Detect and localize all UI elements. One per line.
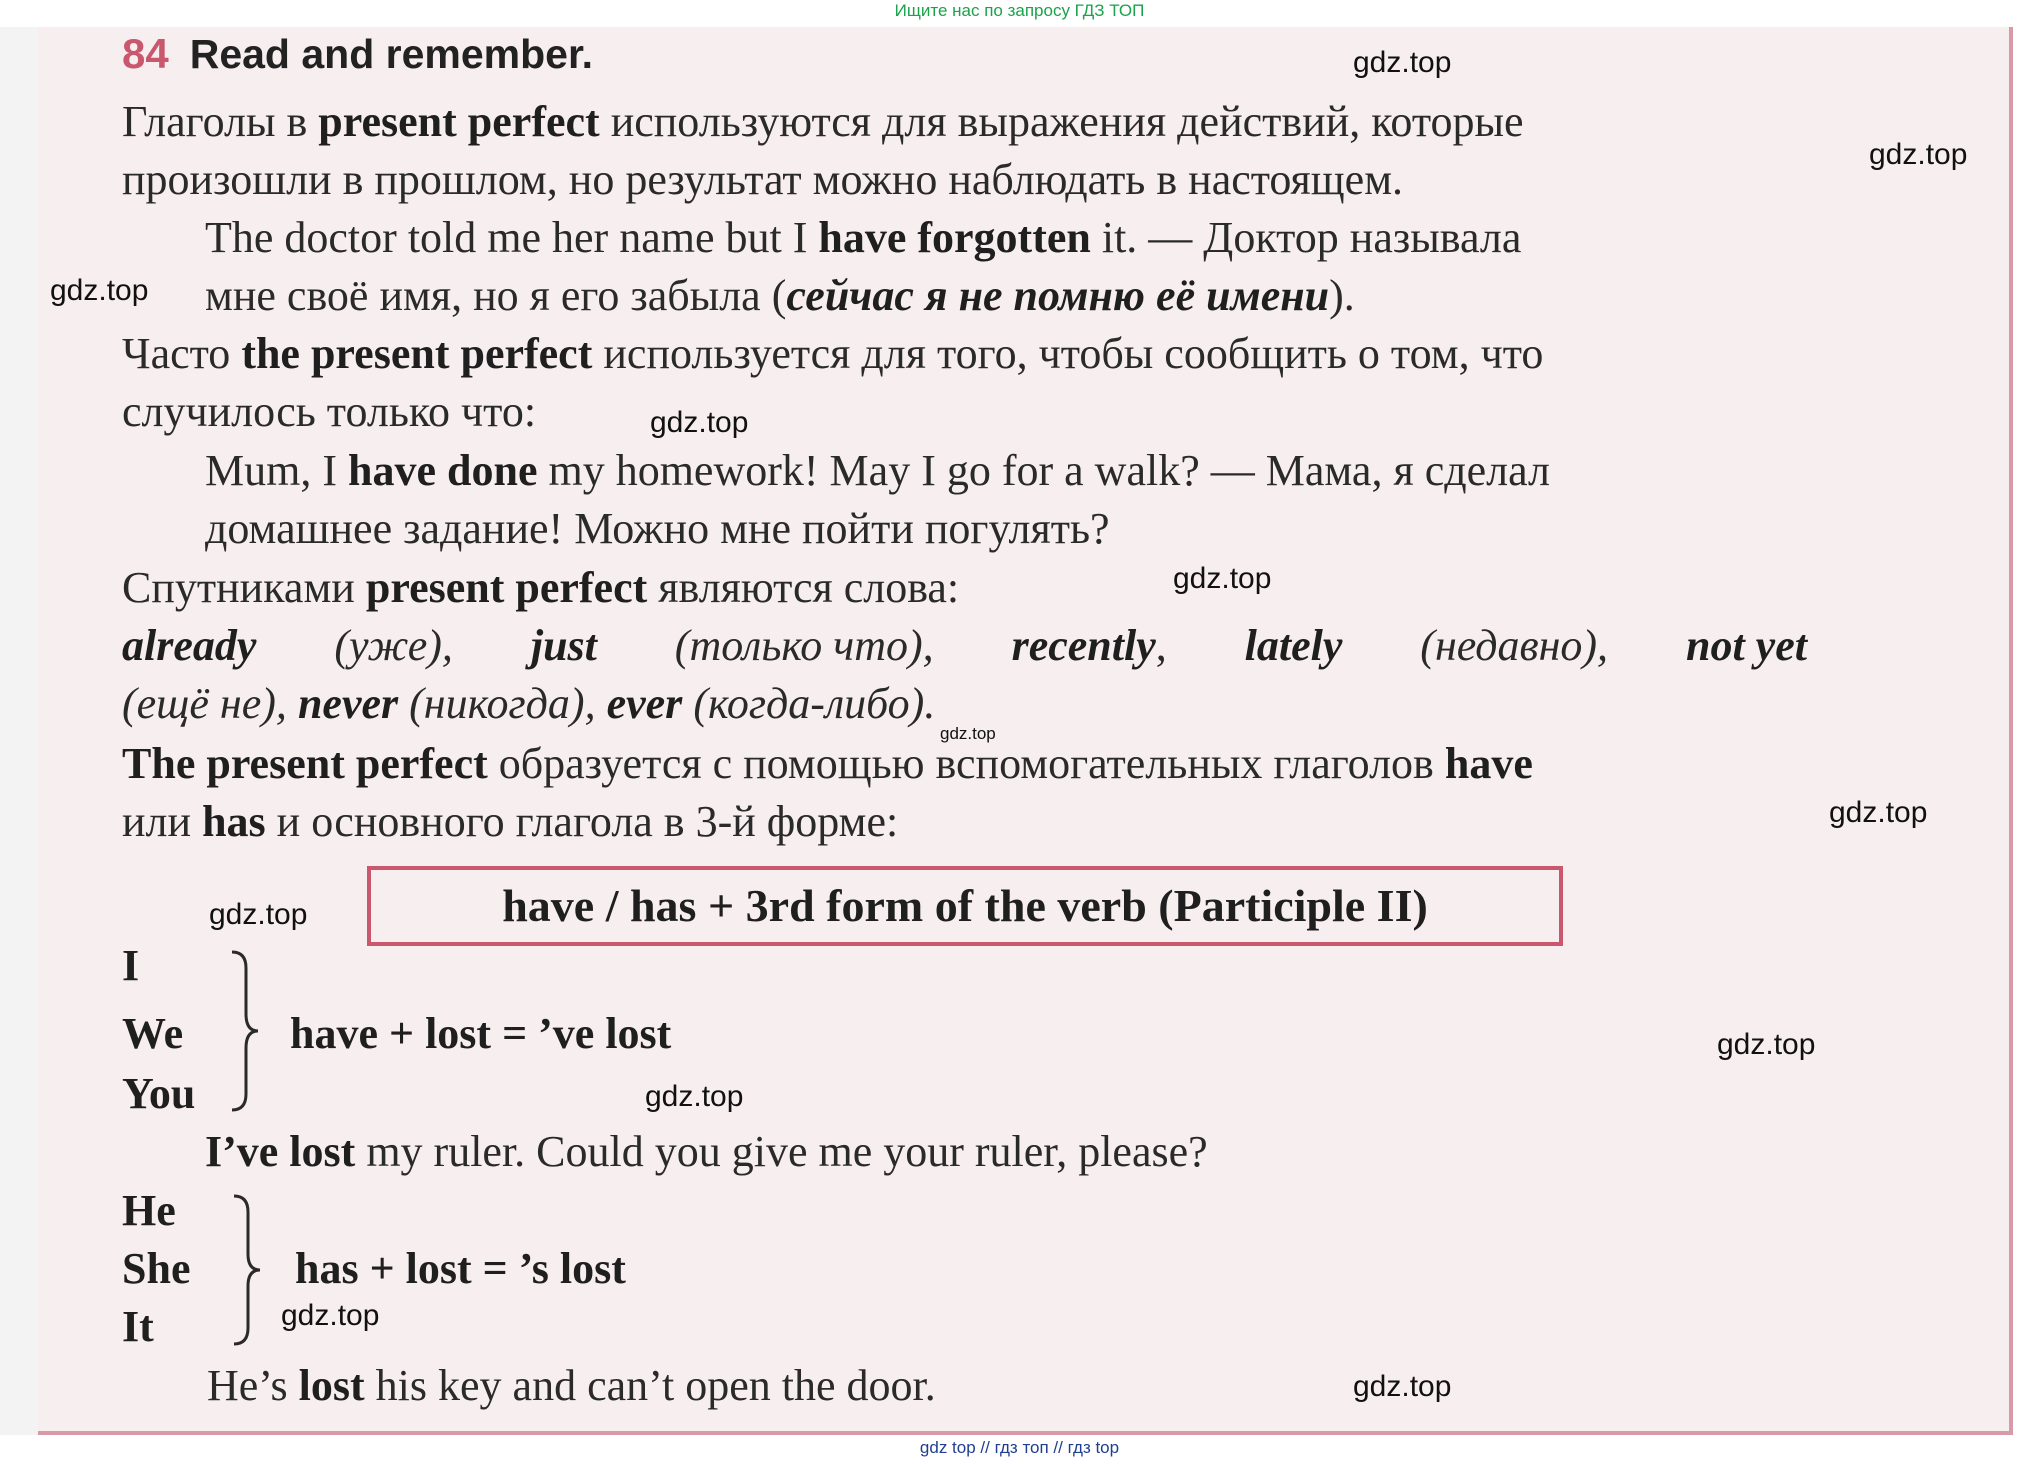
watermark: gdz.top (1869, 138, 1968, 171)
text: Глаголы в (122, 97, 319, 146)
marker-not-yet: not yet (1685, 621, 1807, 670)
pronoun: She (122, 1244, 191, 1293)
marker-ever: ever (606, 679, 683, 728)
markers-line-1: already (уже), just (только что), recently, lately (недавно), not yet (122, 621, 1807, 670)
text: He’s (207, 1361, 299, 1410)
text: или (122, 797, 203, 846)
watermark: gdz.top (209, 898, 308, 931)
marker-just: just (530, 621, 597, 670)
watermark: gdz.top (1173, 562, 1272, 595)
term: lost (298, 1361, 365, 1410)
markers-line-2 (122, 678, 935, 730)
watermark: gdz.top (50, 274, 149, 307)
paragraph-1-line-1 (122, 96, 1524, 148)
term: have done (348, 446, 538, 495)
text: The doctor told me her name but I (205, 213, 819, 262)
pronoun: You (122, 1069, 196, 1118)
watermark: gdz.top (1353, 1370, 1452, 1403)
pronoun: We (122, 1009, 184, 1058)
text: my homework! May I go for a walk? — Мама, я сделал (537, 446, 1550, 495)
text: Mum, I (205, 446, 348, 495)
term: the present perfect (241, 329, 593, 378)
top-search-note: Ищите нас по запросу ГДЗ ТОП (894, 1, 1145, 20)
watermark: gdz.top (645, 1080, 744, 1113)
text: образуется с помощью вспомогательных глаголов (487, 739, 1445, 788)
text: Спутниками (122, 563, 366, 612)
pronoun-it (122, 1301, 154, 1353)
brace-icon (230, 1192, 266, 1348)
pronoun-he (122, 1185, 176, 1237)
watermark: gdz.top (1717, 1028, 1816, 1061)
rule-text: have + lost = ’ve lost (290, 1009, 672, 1058)
term-have: have (1444, 739, 1533, 788)
marker-never: never (297, 679, 399, 728)
marker-translation: (ещё не), (122, 679, 287, 728)
watermark: gdz.top (1829, 796, 1928, 829)
pronoun: I (122, 941, 140, 990)
paragraph-2-line-2: случилось только что: (122, 387, 537, 436)
watermark: gdz.top (281, 1299, 380, 1332)
marker-lately: lately (1244, 621, 1343, 670)
text: мне своё имя, но я его забыла ( (205, 271, 787, 320)
pronoun-you (122, 1068, 195, 1120)
example-3 (205, 1126, 1208, 1178)
pronoun-i (122, 940, 139, 992)
marker-recently: recently (1011, 621, 1156, 670)
example-1-line-2 (205, 270, 1355, 322)
rule-has-lost (295, 1243, 626, 1295)
text: ). (1329, 271, 1355, 320)
example-4 (207, 1360, 936, 1412)
pronoun: He (122, 1186, 176, 1235)
marker-translation: (когда-либо). (693, 679, 936, 728)
marker-already: already (122, 621, 257, 670)
marker-translation: (недавно), (1420, 621, 1609, 670)
pronoun-we (122, 1008, 183, 1060)
term: I’ve lost (205, 1127, 356, 1176)
text: и основного глагола в 3-й форме: (265, 797, 899, 846)
paragraph-4-line-2 (122, 796, 898, 848)
text: Часто (122, 329, 242, 378)
term: present perfect (365, 563, 648, 612)
bottom-note: gdz top // гдз топ // гдз top (919, 1438, 1120, 1457)
paragraph-4-line-1 (122, 738, 1533, 790)
term-has: has (202, 797, 266, 846)
italic-translation: сейчас я не помню её имени (786, 271, 1330, 320)
paragraph-1-line-2: произошли в прошлом, но результат можно наблюдать в настоящем. (122, 155, 1404, 204)
example-2-line-2: домашнее задание! Можно мне пойти погулять? (205, 504, 1110, 553)
paragraph-3 (122, 562, 959, 614)
left-margin (0, 27, 38, 1435)
text: используется для того, чтобы сообщить о том, что (592, 329, 1544, 378)
text: являются слова: (647, 563, 960, 612)
exercise-title: Read and remember. (189, 31, 594, 77)
text: используются для выражения действий, которые (599, 97, 1524, 146)
marker-translation: (уже), (334, 621, 453, 670)
pronoun: It (122, 1302, 154, 1351)
example-1-line-1 (205, 212, 1521, 264)
watermark: gdz.top (940, 724, 996, 743)
formula-box: have / has + 3rd form of the verb (Participle II) (367, 866, 1563, 946)
marker-translation: (только что), (674, 621, 934, 670)
term: The present perfect (122, 739, 488, 788)
example-2-line-1 (205, 445, 1550, 497)
marker-translation: (никогда), (409, 679, 596, 728)
exercise-number: 84 (122, 30, 169, 77)
pronoun-she (122, 1243, 190, 1295)
exercise-header (122, 28, 593, 80)
term: have forgotten (818, 213, 1091, 262)
term: present perfect (318, 97, 600, 146)
watermark: gdz.top (650, 406, 749, 439)
text: his key and can’t open the door. (364, 1361, 936, 1410)
rule-text: has + lost = ’s lost (295, 1244, 626, 1293)
rule-have-lost (290, 1008, 671, 1060)
watermark: gdz.top (1353, 46, 1452, 79)
brace-icon (228, 948, 264, 1114)
text: it. — Доктор называла (1090, 213, 1522, 262)
paragraph-2-line-1 (122, 328, 1543, 380)
text: my ruler. Could you give me your ruler, please? (355, 1127, 1208, 1176)
